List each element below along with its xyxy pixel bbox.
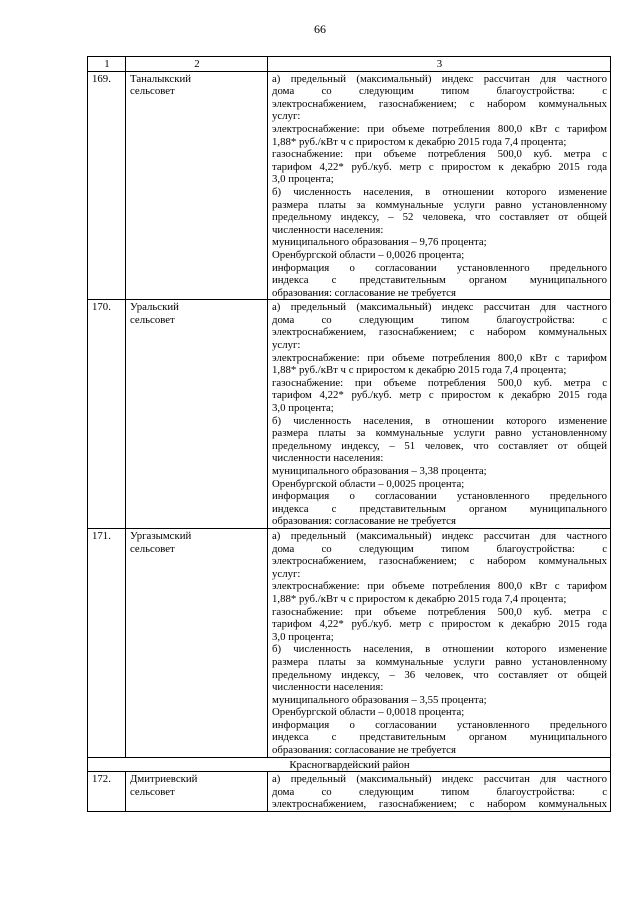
description-line: электроснабжение: при объеме потребления 800,0 кВт с тарифом	[272, 122, 607, 135]
description-line: б) численность населения, в отношении которого изменение	[272, 185, 607, 198]
description-line: газоснабжение: при объеме потребления 500,0 куб. метра с	[272, 376, 607, 389]
description-line: электроснабжением, газоснабжением; с набором коммунальных	[272, 798, 607, 811]
settlement-name	[126, 71, 268, 300]
settlement-name-line: Таналыкский	[130, 72, 191, 85]
description-line: образования: согласование не требуется	[272, 286, 456, 299]
header-cell-3: 3	[268, 57, 611, 72]
table-row	[88, 300, 611, 529]
table-row	[88, 528, 611, 757]
description-line: а) предельный (максимальный) индекс рассчитан для частного	[272, 72, 607, 85]
settlement-name-line: Ургазымский	[130, 529, 192, 542]
description-line: б) численность населения, в отношении которого изменение	[272, 643, 607, 656]
settlement-name-line: сельсовет	[130, 542, 175, 555]
description-line: дома со следующим типом благоустройства: с	[272, 542, 607, 555]
description-line: образования: согласование не требуется	[272, 744, 456, 757]
description-line: муниципального образования – 9,76 процента;	[272, 236, 487, 249]
description-line: предельному индексу, – 51 человек, что составляет от общей	[272, 439, 607, 452]
description-line: образования: согласование не требуется	[272, 515, 456, 528]
description-line: 3,0 процента;	[272, 630, 334, 643]
description-line: размера платы за коммунальные услуги равно установленному	[272, 198, 607, 211]
description-line: дома со следующим типом благоустройства: с	[272, 785, 607, 798]
description-line: дома со следующим типом благоустройства: с	[272, 313, 607, 326]
description-line: муниципального образования – 3,38 процента;	[272, 465, 487, 477]
index-description	[268, 772, 611, 812]
index-table	[87, 56, 611, 812]
description-line: а) предельный (максимальный) индекс рассчитан для частного	[272, 773, 607, 786]
description-line: услуг:	[272, 110, 301, 123]
description-line: газоснабжение: при объеме потребления 500,0 куб. метра с	[272, 605, 607, 618]
description-line: дома со следующим типом благоустройства: с	[272, 85, 607, 98]
description-line: 1,88* руб./кВт ч с приростом к декабрю 2015 года 7,4 процента;	[272, 364, 567, 377]
description-line: 1,88* руб./кВт ч с приростом к декабрю 2015 года 7,4 процента;	[272, 592, 567, 605]
description-line: электроснабжением, газоснабжением; с набором коммунальных	[272, 555, 607, 568]
index-description	[268, 528, 611, 757]
settlement-name-line: Дмитриевский	[130, 773, 198, 786]
settlement-name	[126, 528, 268, 757]
description-line: тарифом 4,22* руб./куб. метр с приростом к декабрю 2015 года	[272, 160, 607, 173]
settlement-name	[126, 772, 268, 812]
description-line: численности населения:	[272, 681, 384, 694]
description-line: услуг:	[272, 339, 301, 352]
settlement-name-line: сельсовет	[130, 785, 175, 798]
description-line: электроснабжением, газоснабжением; с набором коммунальных	[272, 326, 607, 339]
header-row	[88, 57, 611, 72]
description-line: численности населения:	[272, 223, 384, 236]
header-cell-1: 1	[88, 57, 126, 72]
description-line: информация о согласовании установленного предельного	[272, 490, 607, 503]
description-line: б) численность населения, в отношении которого изменение	[272, 414, 607, 427]
description-line: информация о согласовании установленного предельного	[272, 718, 607, 731]
description-line: Оренбургской области – 0,0025 процента;	[272, 477, 465, 490]
header-cell-2: 2	[126, 57, 268, 72]
region-heading: Красногвардейский район	[88, 757, 611, 772]
description-line: тарифом 4,22* руб./куб. метр с приростом к декабрю 2015 года	[272, 389, 607, 402]
table-body	[88, 71, 611, 811]
row-number: 170.	[88, 300, 126, 529]
description-line: численности населения:	[272, 452, 384, 465]
description-line: услуг:	[272, 567, 301, 580]
settlement-name-line: сельсовет	[130, 85, 175, 98]
settlement-name-line: Уральский	[130, 301, 179, 314]
description-line: 3,0 процента;	[272, 402, 334, 415]
description-line: электроснабжением, газоснабжением; с набором коммунальных	[272, 97, 607, 110]
row-number: 171.	[88, 528, 126, 757]
description-line: размера платы за коммунальные услуги равно установленному	[272, 655, 607, 668]
description-line: тарифом 4,22* руб./куб. метр с приростом к декабрю 2015 года	[272, 618, 607, 631]
description-line: а) предельный (максимальный) индекс рассчитан для частного	[272, 529, 607, 542]
description-line: Оренбургской области – 0,0026 процента;	[272, 248, 465, 261]
row-number: 172.	[88, 772, 126, 812]
description-line: предельному индексу, – 36 человек, что составляет от общей	[272, 668, 607, 681]
description-line: индекса с представительным органом муниципального	[272, 274, 607, 287]
region-heading-row	[88, 757, 611, 772]
description-line: индекса с представительным органом муниципального	[272, 731, 607, 744]
description-line: а) предельный (максимальный) индекс рассчитан для частного	[272, 301, 607, 314]
description-line: газоснабжение: при объеме потребления 500,0 куб. метра с	[272, 148, 607, 161]
index-description	[268, 300, 611, 529]
description-line: индекса с представительным органом муниципального	[272, 502, 607, 515]
table-row	[88, 772, 611, 812]
index-description	[268, 71, 611, 300]
description-line: информация о согласовании установленного предельного	[272, 261, 607, 274]
page-number: 66	[314, 22, 326, 36]
description-line: 3,0 процента;	[272, 173, 334, 186]
description-line: предельному индексу, – 52 человека, что составляет от общей	[272, 211, 607, 224]
description-line: электроснабжение: при объеме потребления 800,0 кВт с тарифом	[272, 351, 607, 364]
settlement-name-line: сельсовет	[130, 313, 175, 326]
description-line: Оренбургской области – 0,0018 процента;	[272, 706, 465, 719]
settlement-name	[126, 300, 268, 529]
description-line: электроснабжение: при объеме потребления 800,0 кВт с тарифом	[272, 580, 607, 593]
description-line: 1,88* руб./кВт ч с приростом к декабрю 2015 года 7,4 процента;	[272, 135, 567, 148]
table-row	[88, 71, 611, 300]
description-line: муниципального образования – 3,55 процента;	[272, 693, 487, 706]
description-line: размера платы за коммунальные услуги равно установленному	[272, 427, 607, 440]
row-number: 169.	[88, 71, 126, 300]
